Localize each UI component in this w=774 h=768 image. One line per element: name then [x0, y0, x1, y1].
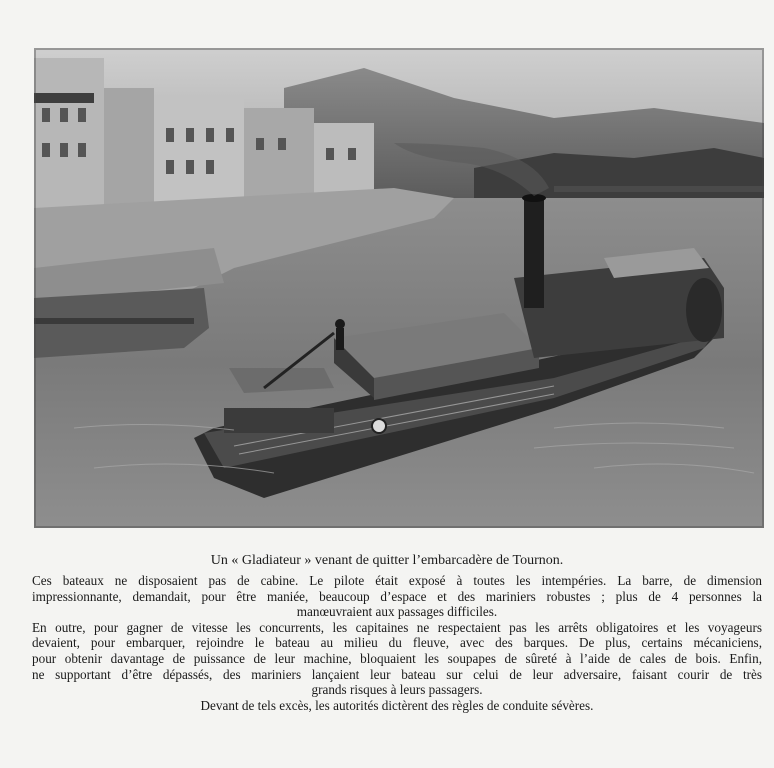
p2-line-2: devaient, pour embarquer, rejoindre le bateau au milieu du fleuve, avec des barques. De plus, certains mécaniciens, [32, 635, 762, 651]
life-buoy [372, 419, 386, 433]
p1-line-1: Ces bateaux ne disposaient pas de cabine. Le pilote était exposé à toutes les intempéries. La barre, de dimension [32, 573, 762, 588]
body-text [32, 573, 762, 713]
p2-line-3: pour obtenir davantage de puissance de leur machine, bloquaient les soupapes de sûreté à l’aide de cales de bois. Enfin, [32, 650, 762, 666]
p2-line-5: grands risques à leurs passagers. [311, 682, 483, 698]
photo-illustration [34, 48, 764, 528]
bridge [554, 186, 764, 192]
paragraph-1 [32, 573, 762, 620]
figure-caption: Un « Gladiateur » venant de quitter l’embarcadère de Tournon. [210, 553, 564, 568]
funnel [524, 198, 544, 308]
p2-line-4: ne supportant d’être dépassés, des mariniers lançaient leur bateau sur celui de leur adversaire, faisant courir de très [32, 666, 762, 682]
historic-photo-gladiateur-steamboat [34, 48, 764, 528]
p1-line-2: impressionnante, demandait, pour être maniée, beaucoup d’espace et des mariniers robustes ; plus de 4 personnes la [32, 588, 762, 604]
p2-line-1: En outre, pour gagner de vitesse les concurrents, les capitaines ne respectaient pas les arrêts obligatoires et les voyageurs [32, 619, 762, 635]
p3-line-1: Devant de tels excès, les autorités dictèrent des règles de conduite sévères. [200, 697, 594, 713]
paragraph-2 [32, 620, 762, 698]
p1-line-3: manœuvraient aux passages difficiles. [296, 604, 498, 620]
paragraph-3 [32, 698, 762, 714]
